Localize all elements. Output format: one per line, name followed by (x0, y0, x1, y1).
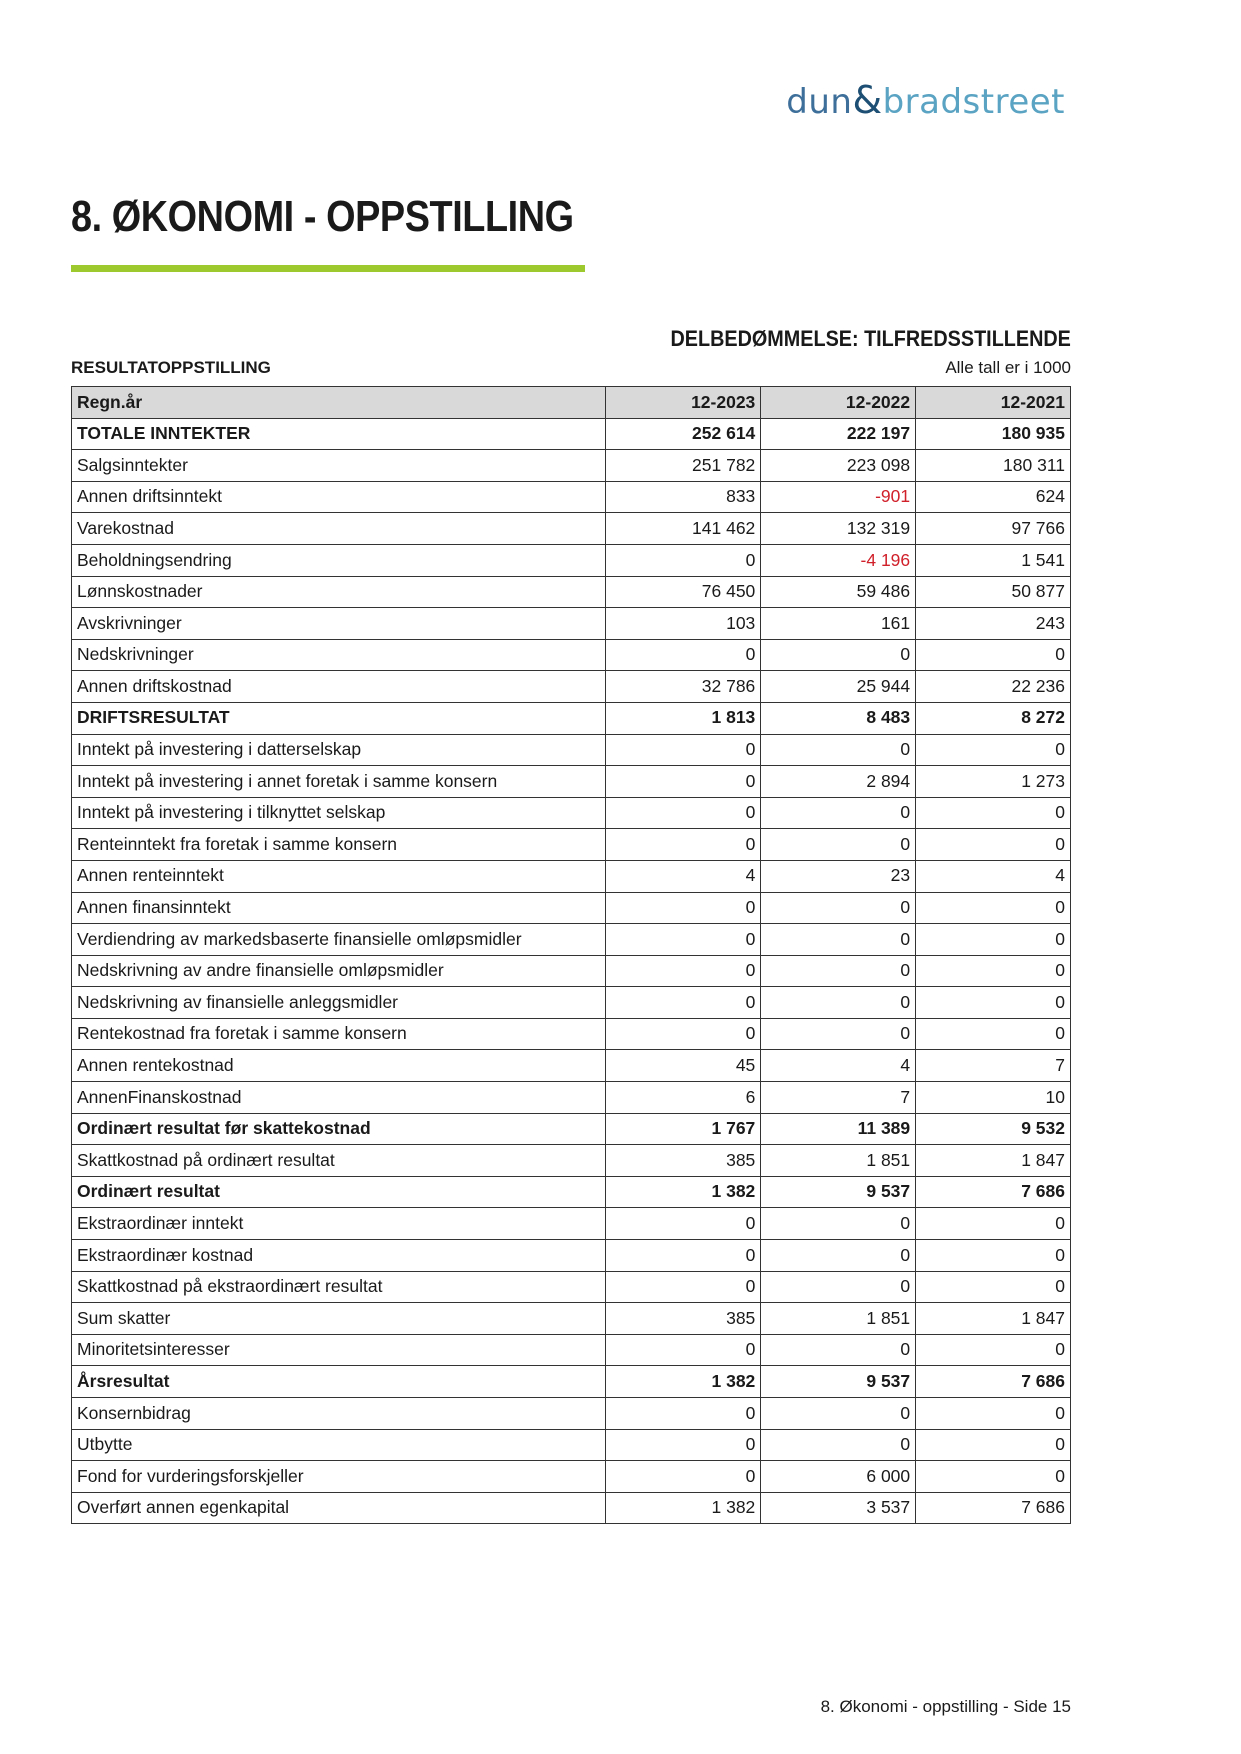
row-value: -4 196 (761, 544, 916, 576)
row-label: Annen finansinntekt (72, 892, 606, 924)
row-value: 7 686 (916, 1366, 1071, 1398)
row-value: 132 319 (761, 513, 916, 545)
table-row (72, 450, 1071, 482)
row-value: 0 (761, 1429, 916, 1461)
row-value: 0 (761, 639, 916, 671)
header-regnar: Regn.år (72, 387, 606, 419)
row-label: Verdiendring av markedsbaserte finansielle omløpsmidler (72, 924, 606, 956)
row-label: Annen renteinntekt (72, 860, 606, 892)
row-value: 7 686 (916, 1176, 1071, 1208)
row-value: 2 894 (761, 766, 916, 798)
row-value: 385 (606, 1303, 761, 1335)
header-year-2021: 12-2021 (916, 387, 1071, 419)
table-row (72, 513, 1071, 545)
row-value: 0 (606, 1398, 761, 1430)
row-value: 1 382 (606, 1366, 761, 1398)
logo-text-dun: dun (786, 82, 853, 122)
table-row (72, 892, 1071, 924)
row-label: Sum skatter (72, 1303, 606, 1335)
table-row (72, 987, 1071, 1019)
table-row (72, 1492, 1071, 1524)
row-label: Varekostnad (72, 513, 606, 545)
row-label: TOTALE INNTEKTER (72, 418, 606, 450)
row-value: 141 462 (606, 513, 761, 545)
row-value: 7 (916, 1050, 1071, 1082)
table-row (72, 1461, 1071, 1493)
row-label: Renteinntekt fra foretak i samme konsern (72, 829, 606, 861)
row-label: Ordinært resultat før skattekostnad (72, 1113, 606, 1145)
row-value: 9 537 (761, 1366, 916, 1398)
row-value: 243 (916, 608, 1071, 640)
table-row (72, 1398, 1071, 1430)
row-value: 0 (761, 987, 916, 1019)
row-value: 0 (606, 955, 761, 987)
row-value: 0 (606, 734, 761, 766)
table-row (72, 1429, 1071, 1461)
row-value: 6 000 (761, 1461, 916, 1493)
table-row (72, 1303, 1071, 1335)
row-value: 624 (916, 481, 1071, 513)
table-row (72, 797, 1071, 829)
header-year-2023: 12-2023 (606, 387, 761, 419)
row-label: Fond for vurderingsforskjeller (72, 1461, 606, 1493)
row-label: Annen driftskostnad (72, 671, 606, 703)
row-value: 0 (761, 1018, 916, 1050)
row-value: 3 537 (761, 1492, 916, 1524)
row-value: 0 (916, 1240, 1071, 1272)
row-label: Ekstraordinær inntekt (72, 1208, 606, 1240)
table-header-row (72, 387, 1071, 419)
row-value: 0 (606, 639, 761, 671)
logo-text-bradstreet: bradstreet (882, 82, 1065, 122)
table-row (72, 1018, 1071, 1050)
row-label: Lønnskostnader (72, 576, 606, 608)
row-value: 833 (606, 481, 761, 513)
row-value: 1 273 (916, 766, 1071, 798)
row-label: Nedskrivninger (72, 639, 606, 671)
row-value: 8 272 (916, 702, 1071, 734)
row-value: 76 450 (606, 576, 761, 608)
row-label: Nedskrivning av andre finansielle omløpsmidler (72, 955, 606, 987)
row-value: 0 (606, 924, 761, 956)
row-value: 0 (761, 1240, 916, 1272)
row-value: 0 (916, 955, 1071, 987)
table-row (72, 1145, 1071, 1177)
row-value: 0 (761, 829, 916, 861)
table-row (72, 860, 1071, 892)
row-value: 0 (606, 1208, 761, 1240)
row-label: Utbytte (72, 1429, 606, 1461)
row-value: 97 766 (916, 513, 1071, 545)
row-value: 0 (606, 1461, 761, 1493)
row-value: 0 (916, 797, 1071, 829)
row-value: 0 (916, 1461, 1071, 1493)
row-value: 0 (606, 1018, 761, 1050)
row-value: 4 (916, 860, 1071, 892)
table-row (72, 734, 1071, 766)
row-value: 0 (761, 955, 916, 987)
table-row (72, 418, 1071, 450)
row-label: Avskrivninger (72, 608, 606, 640)
table-row (72, 702, 1071, 734)
row-value: 0 (916, 1429, 1071, 1461)
row-value: 0 (761, 924, 916, 956)
row-value: 4 (606, 860, 761, 892)
row-label: Årsresultat (72, 1366, 606, 1398)
row-value: 0 (761, 1398, 916, 1430)
header-year-2022: 12-2022 (761, 387, 916, 419)
row-value: 1 851 (761, 1303, 916, 1335)
row-value: 0 (916, 1334, 1071, 1366)
row-value: 1 813 (606, 702, 761, 734)
table-row (72, 1240, 1071, 1272)
row-value: 4 (761, 1050, 916, 1082)
row-value: 222 197 (761, 418, 916, 450)
section-label: RESULTATOPPSTILLING (71, 358, 271, 377)
row-value: 1 847 (916, 1145, 1071, 1177)
row-label: Annen rentekostnad (72, 1050, 606, 1082)
row-value: 7 (761, 1082, 916, 1114)
row-label: Annen driftsinntekt (72, 481, 606, 513)
table-row (72, 608, 1071, 640)
row-value: 223 098 (761, 450, 916, 482)
row-label: Inntekt på investering i tilknyttet selskap (72, 797, 606, 829)
table-row (72, 1050, 1071, 1082)
row-label: Skattkostnad på ordinært resultat (72, 1145, 606, 1177)
rating-heading: DELBEDØMMELSE: TILFREDSSTILLENDE (670, 326, 1071, 351)
row-value: 0 (606, 544, 761, 576)
row-value: 0 (606, 1429, 761, 1461)
row-value: 0 (916, 924, 1071, 956)
row-value: 32 786 (606, 671, 761, 703)
table-row (72, 829, 1071, 861)
row-value: 0 (761, 1334, 916, 1366)
row-value: 1 382 (606, 1492, 761, 1524)
row-value: 0 (916, 639, 1071, 671)
row-value: 9 532 (916, 1113, 1071, 1145)
row-label: Beholdningsendring (72, 544, 606, 576)
row-value: 161 (761, 608, 916, 640)
row-value: 1 847 (916, 1303, 1071, 1335)
row-value: 22 236 (916, 671, 1071, 703)
row-value: 0 (916, 1271, 1071, 1303)
table-row (72, 1271, 1071, 1303)
table-row (72, 1113, 1071, 1145)
table-row (72, 955, 1071, 987)
row-label: Skattkostnad på ekstraordinært resultat (72, 1271, 606, 1303)
row-value: 1 541 (916, 544, 1071, 576)
page-footer: 8. Økonomi - oppstilling - Side 15 (820, 1697, 1071, 1716)
row-value: 0 (916, 1208, 1071, 1240)
table-row (72, 1176, 1071, 1208)
row-label: Rentekostnad fra foretak i samme konsern (72, 1018, 606, 1050)
row-value: 385 (606, 1145, 761, 1177)
row-label: Inntekt på investering i datterselskap (72, 734, 606, 766)
row-value: 180 311 (916, 450, 1071, 482)
row-label: Salgsinntekter (72, 450, 606, 482)
row-value: 252 614 (606, 418, 761, 450)
table-row (72, 576, 1071, 608)
table-row (72, 671, 1071, 703)
row-value: 1 767 (606, 1113, 761, 1145)
row-label: Overført annen egenkapital (72, 1492, 606, 1524)
row-label: Minoritetsinteresser (72, 1334, 606, 1366)
table-row (72, 766, 1071, 798)
row-value: 0 (606, 892, 761, 924)
row-label: Ekstraordinær kostnad (72, 1240, 606, 1272)
table-row (72, 1082, 1071, 1114)
income-statement-table (71, 386, 1071, 1524)
unit-note: Alle tall er i 1000 (945, 358, 1071, 377)
row-value: 0 (916, 1018, 1071, 1050)
row-value: 0 (606, 1271, 761, 1303)
logo-ampersand: & (852, 78, 883, 122)
table-row (72, 481, 1071, 513)
row-value: 0 (761, 1271, 916, 1303)
table-row (72, 544, 1071, 576)
table-row (72, 1366, 1071, 1398)
page-title: 8. ØKONOMI - OPPSTILLING (71, 192, 574, 241)
row-value: 0 (916, 987, 1071, 1019)
row-value: 8 483 (761, 702, 916, 734)
row-value: 0 (916, 829, 1071, 861)
row-label: AnnenFinanskostnad (72, 1082, 606, 1114)
row-value: 45 (606, 1050, 761, 1082)
row-value: -901 (761, 481, 916, 513)
row-value: 1 851 (761, 1145, 916, 1177)
table-row (72, 639, 1071, 671)
title-underline (71, 265, 585, 272)
row-label: Inntekt på investering i annet foretak i samme konsern (72, 766, 606, 798)
table-row (72, 1334, 1071, 1366)
row-label: DRIFTSRESULTAT (72, 702, 606, 734)
row-label: Konsernbidrag (72, 1398, 606, 1430)
row-value: 0 (761, 892, 916, 924)
row-value: 0 (761, 1208, 916, 1240)
row-value: 23 (761, 860, 916, 892)
row-value: 11 389 (761, 1113, 916, 1145)
row-value: 0 (606, 1334, 761, 1366)
row-value: 0 (916, 1398, 1071, 1430)
row-label: Nedskrivning av finansielle anleggsmidler (72, 987, 606, 1019)
row-value: 25 944 (761, 671, 916, 703)
row-value: 251 782 (606, 450, 761, 482)
row-value: 59 486 (761, 576, 916, 608)
table-row (72, 1208, 1071, 1240)
row-label: Ordinært resultat (72, 1176, 606, 1208)
row-value: 0 (916, 734, 1071, 766)
dun-bradstreet-logo (786, 78, 1065, 122)
row-value: 0 (761, 734, 916, 766)
row-value: 0 (606, 797, 761, 829)
row-value: 180 935 (916, 418, 1071, 450)
row-value: 0 (606, 766, 761, 798)
table-body (72, 418, 1071, 1524)
row-value: 0 (606, 987, 761, 1019)
row-value: 6 (606, 1082, 761, 1114)
row-value: 10 (916, 1082, 1071, 1114)
table-row (72, 924, 1071, 956)
row-value: 0 (916, 892, 1071, 924)
row-value: 9 537 (761, 1176, 916, 1208)
row-value: 7 686 (916, 1492, 1071, 1524)
row-value: 103 (606, 608, 761, 640)
row-value: 0 (606, 1240, 761, 1272)
row-value: 1 382 (606, 1176, 761, 1208)
row-value: 0 (761, 797, 916, 829)
row-value: 0 (606, 829, 761, 861)
row-value: 50 877 (916, 576, 1071, 608)
